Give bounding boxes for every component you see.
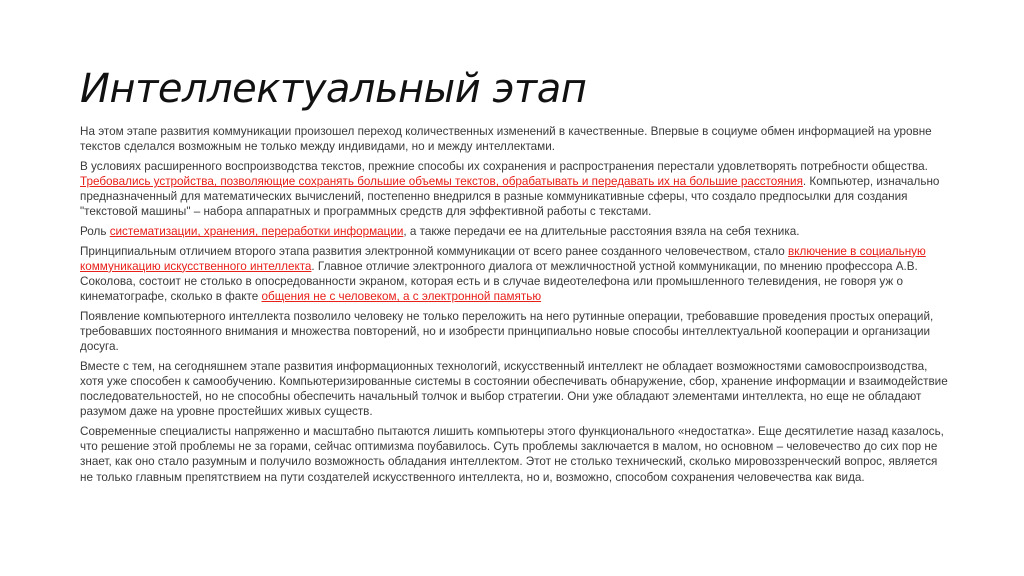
paragraph-5: Появление компьютерного интеллекта позволило человеку не только переложить на него рутинные операции, требовавшие проведения простых операций, требовавших постоянного внимания и множества повторений, но и изобрести принципиально новые способы интеллектуальной кооперации и организации досуга. [80,309,934,354]
paragraph-3-highlight: систематизации, хранения, переработки информации [109,225,404,238]
paragraph-3 [80,224,952,239]
slide-body [80,124,952,489]
paragraph-4-highlight-2: общения не с человеком, а с электронной памятью [261,290,542,304]
paragraph-3-text-b: , а также передачи ее на длительные расстояния взяла на себя техника. [403,225,800,238]
paragraph-7: Современные специалисты напряженно и масштабно пытаются лишить компьютеры этого функционального «недостатка». Еще десятилетие назад казалось, что решение этой проблемы не за горами, сейчас оптимизма поубавилось. Суть проблемы заключается в малом, но основном – человечество до сих пор не знает, как оно стало разумным и получило возможность обладания интеллектом. Этот не столько технический, сколько мировоззренческий вопрос, является не только главным препятствием на пути создателей искусственного интеллекта, но и, возможно, способом сохранения человечества как вида. [80,425,944,484]
slide-title: Интеллектуальный этап [80,66,587,112]
paragraph-2-highlight: Требовались устройства, позволяющие сохранять большие объемы текстов, обрабатывать и передавать их на большие расстояния [80,175,803,188]
paragraph-4-text-b: . Главное отличие электронного диалога от межличностной устной коммуникации, по мнению профессора А.В. Соколова, состоит не столько в опосредованности экраном, которая есть и в случае видеотелефона или промышленного телевидения, не говоря уж о кинематографе, сколько в факте [80,259,918,304]
paragraph-1: На этом этапе развития коммуникации произошел переход количественных изменений в качественные. Впервые в социуме обмен информацией на уровне текстов сделался возможным не только между индивидами, но и между интеллектами. [80,125,932,154]
paragraph-4 [80,244,952,305]
paragraph-4-highlight: включение в социальную коммуникацию искусственного интеллекта [80,244,926,273]
paragraph-2-text-a: В условиях расширенного воспроизводства текстов, прежние способы их сохранения и распространения перестали удовлетворять потребности общества. [80,159,928,173]
paragraph-4-text-a: Принципиальным отличием второго этапа развития электронной коммуникации от всего ранее созданного человечеством, стало [80,244,789,258]
paragraph-6: Вместе с тем, на сегодняшнем этапе развития информационных технологий, искусственный интеллект не обладает возможностями самовоспроизводства, хотя уже способен к самообучению. Компьютеризированные системы в состоянии обеспечивать обнаружение, сбор, хранение информации и взаимодействие последовательностей, но не способны обеспечить начальный толчок и выбор стратегии. Они уже обладают элементами интеллекта, но еще не обладают разумом даже на уровне простейших живых существ. [80,359,948,419]
paragraph-3-text-a: Роль [80,225,110,238]
paragraph-2-text-b: . Компьютер, изначально предназначенный для математических вычислений, постепенно внедрился в разные коммуникативные сферы, что создало предпосылки для создания "текстовой машины" – набора аппаратных и программных средств для эффективной работы с текстами. [80,175,940,219]
paragraph-2 [80,159,952,220]
